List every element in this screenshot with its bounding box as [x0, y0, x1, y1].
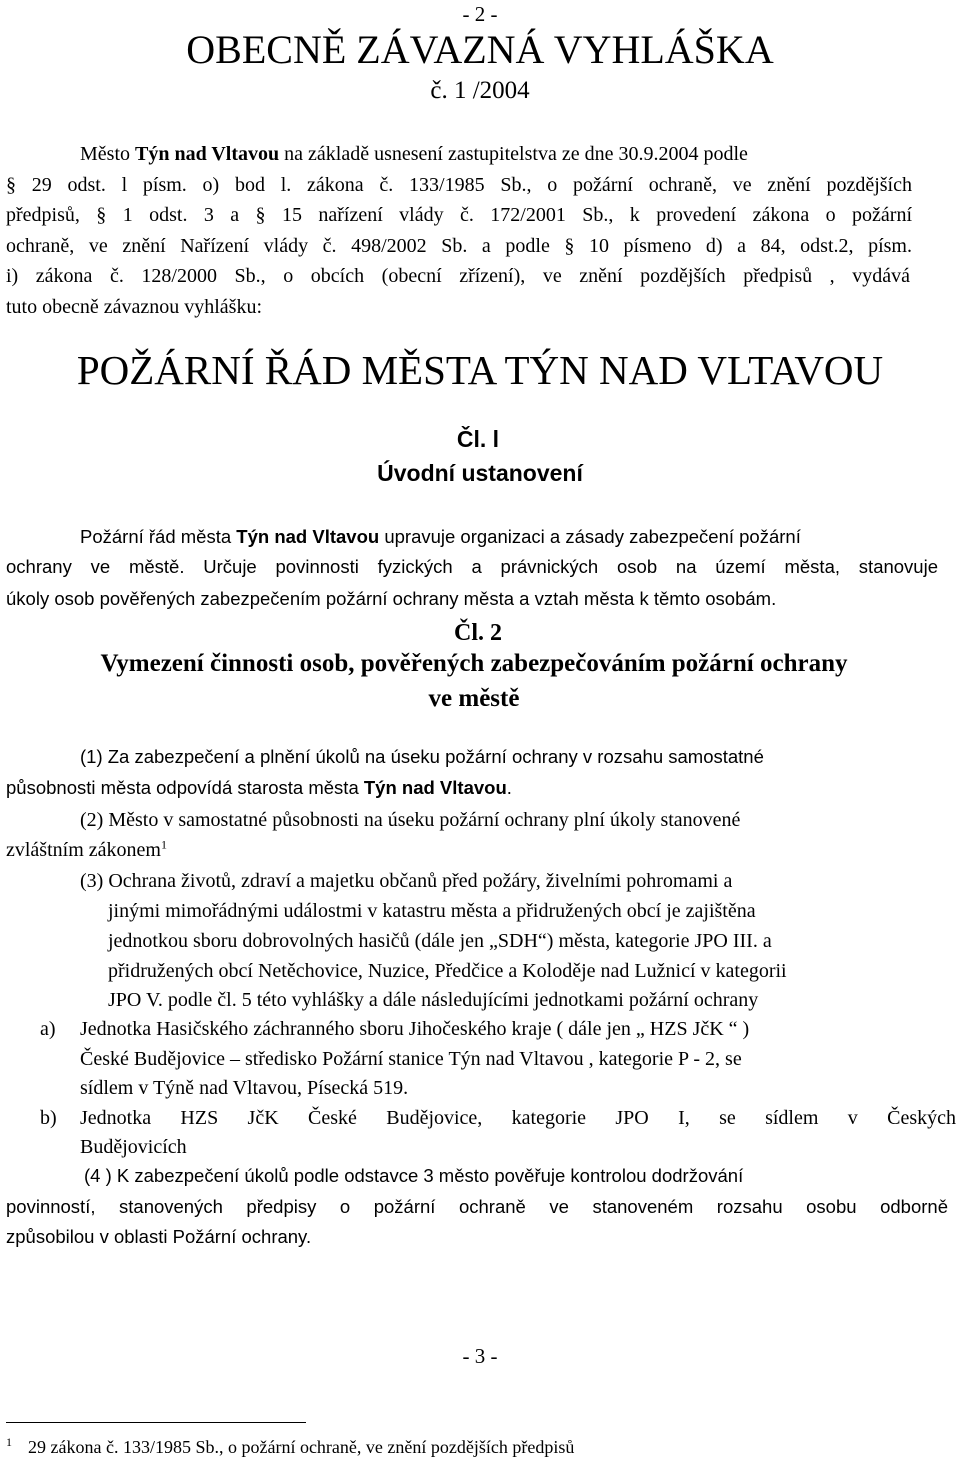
footnote [6, 1435, 575, 1457]
section-1-line-1: (1) Za zabezpečení a plnění úkolů na úseku požární ochrany v rozsahu samostatné [80, 746, 764, 767]
article-2-title-cont: ve městě [428, 685, 520, 712]
page-number-bottom: - 3 - [462, 1344, 498, 1368]
section-3-line-1: (3) Ochrana životů, zdraví a majetku občanů před požáry, živelními pohromami a [80, 870, 733, 892]
article-1-number: Čl. l [456, 426, 500, 452]
section-4-line-2: povinností, stanovených předpisy o požární ochraně ve stanoveném rozsahu osobu odborně [6, 1196, 948, 1217]
page-number-top: - 2 - [462, 2, 498, 26]
footnote-mark: 1 [6, 1435, 12, 1449]
list-marker-b: b) [40, 1107, 57, 1129]
section-4-line-1: (4 ) K zabezpečení úkolů podle odstavce 3 město pověřuje kontrolou dodržování [84, 1165, 744, 1186]
section-4-line-3: způsobilou v oblasti Požární ochrany. [6, 1226, 312, 1247]
list-item-b-line-1: Jednotka HZS JčK České Budějovice, kategorie JPO I, se sídlem v Českých [80, 1107, 956, 1129]
list-item-a-line-2: České Budějovice – středisko Požární stanice Týn nad Vltavou , kategorie P - 2, se [80, 1048, 742, 1070]
section-3-line-2: jinými mimořádnými událostmi v katastru města a přidružených obcí je zajištěna [108, 900, 756, 922]
document-heading: OBECNĚ ZÁVAZNÁ VYHLÁŠKA [186, 27, 774, 72]
intro-line-4: ochraně, ve znění Nařízení vlády č. 498/2002 Sb. a podle § 10 písmeno d) a 84, odst.2, písm. [6, 235, 912, 257]
section-2-line-1: (2) Město v samostatné působnosti na úseku požární ochrany plní úkoly stanovené [80, 809, 741, 831]
footnote-reference: 1 [160, 837, 167, 852]
section-1-line-2: působnosti města odpovídá starosta města Týn nad Vltavou. [6, 777, 512, 798]
article-1-title: Úvodní ustanovení [377, 460, 583, 486]
section-3-line-5: JPO V. podle čl. 5 této vyhlášky a dále následujícími jednotkami požární ochrany [108, 989, 759, 1011]
town-name: Týn nad Vltavou [135, 143, 280, 165]
footnote-separator [6, 1422, 306, 1423]
list-item-b-line-2: Budějovicích [80, 1136, 187, 1158]
list-item-a-line-3: sídlem v Týně nad Vltavou, Písecká 519. [80, 1077, 409, 1099]
intro-line-2: § 29 odst. l písm. o) bod l. zákona č. 133/1985 Sb., o požární ochraně, ve znění pozdějších [6, 174, 912, 196]
article-1-line-3: úkoly osob pověřených zabezpečením požární ochrany města a vztah města k těmto osobám. [6, 588, 777, 609]
intro-line-3: předpisů, § 1 odst. 3 a § 15 nařízení vlády č. 172/2001 Sb., k provedení zákona o požární [6, 204, 912, 226]
list-item-a-line-1: Jednotka Hasičského záchranného sboru Jihočeského kraje ( dále jen „ HZS JčK “ ) [80, 1018, 750, 1040]
article-2-number: Čl. 2 [454, 620, 502, 646]
list-marker-a: a) [40, 1018, 56, 1040]
section-3-line-4: přidružených obcí Netěchovice, Nuzice, Předčice a Koloděje nad Lužnicí v kategorii [108, 960, 787, 982]
article-1-line-1: Požární řád města Týn nad Vltavou upravuje organizaci a zásady zabezpečení požární [80, 526, 801, 547]
section-3-line-3: jednotkou sboru dobrovolných hasičů (dále jen „SDH“) města, kategorie JPO III. a [108, 930, 772, 952]
article-1-line-2: ochrany ve městě. Určuje povinnosti fyzických a právnických osob na území města, stanovuje [6, 556, 938, 577]
article-2-title: Vymezení činnosti osob, pověřených zabezpečováním požární ochrany [100, 650, 848, 677]
main-title: POŽÁRNÍ ŘÁD MĚSTA TÝN NAD VLTAVOU [76, 347, 884, 393]
decree-number: č. 1 /2004 [430, 77, 530, 104]
intro-line-6: tuto obecně závaznou vyhlášku: [6, 296, 263, 318]
intro-line-1: Město Týn nad Vltavou na základě usnesení zastupitelstva ze dne 30.9.2004 podle [80, 143, 748, 165]
section-2-line-2: zvláštním zákonem$^1$ [6, 837, 167, 861]
intro-line-5: i) zákona č. 128/2000 Sb., o obcích (obecní zřízení), ve znění pozdějších předpisů , vydává [6, 265, 910, 287]
footnote-text: 29 zákona č. 133/1985 Sb., o požární ochraně, ve znění pozdějších předpisů [28, 1437, 575, 1457]
